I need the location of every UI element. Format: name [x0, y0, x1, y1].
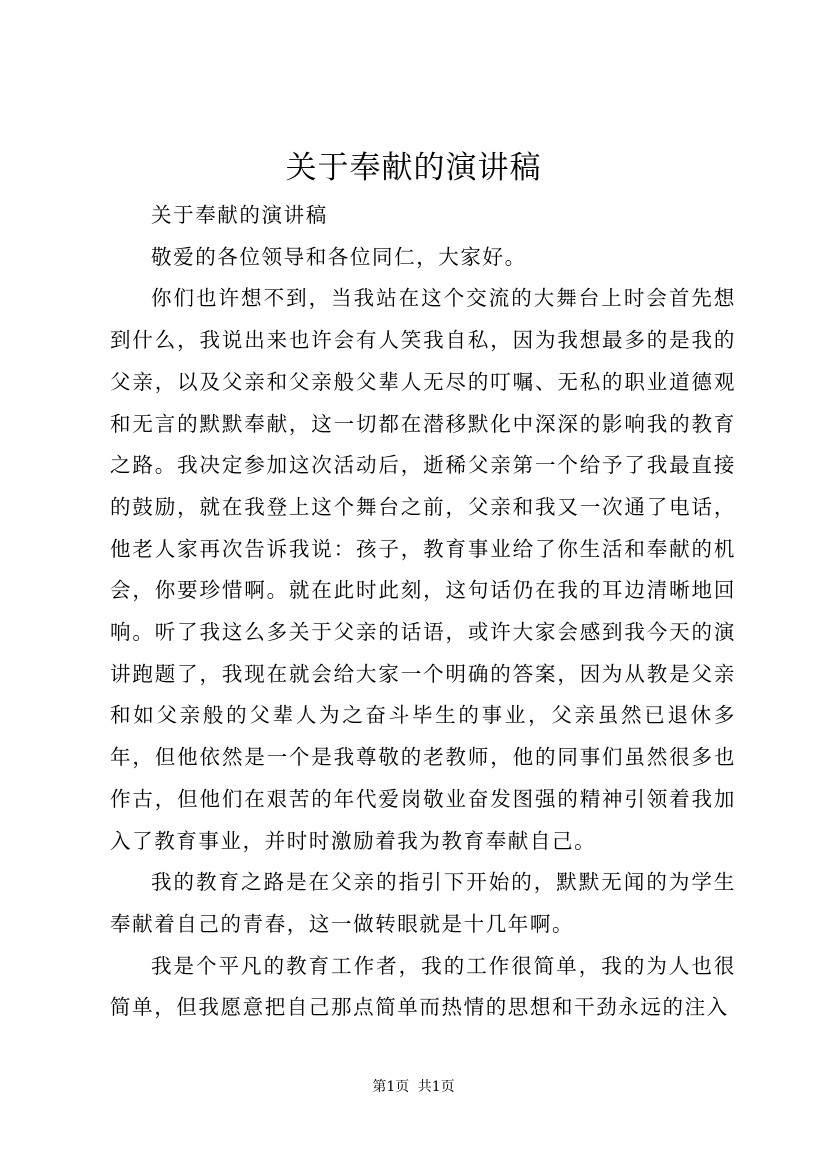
- page-number: 第1页: [372, 1079, 410, 1095]
- paragraph: 敬爱的各位领导和各位同仁，大家好。: [151, 244, 527, 269]
- page-total: 共1页: [417, 1079, 455, 1095]
- page-footer: [0, 1077, 827, 1097]
- document-title: 关于奉献的演讲稿: [285, 150, 542, 186]
- paragraph: 我是个平凡的教育工作者，我的工作很简单，我的为人也很简单，但我愿意把自己那点简单而热情的思想和干劲永远的注入: [110, 953, 736, 1020]
- paragraph: 关于奉献的演讲稿: [151, 203, 328, 227]
- paragraph: 你们也许想不到，当我站在这个交流的大舞台上时会首先想到什么，我说出来也许会有人笑我自私，因为我想最多的是我的父亲，以及父亲和父亲般父辈人无尽的叮嘱、无私的职业道德观和无言的默默奉献，这一切都在潜移默化中深深的影响我的教育之路。我决定参加这次活动后，逝稀父亲第一个给予了我最直接的鼓励，就在我登上这个舞台之前，父亲和我又一次通了电话，他老人家再次告诉我说：孩子，教育事业给了你生活和奉献的机会，你要珍惜啊。就在此时此刻，这句话仍在我的耳边清晰地回响。听了我这么多关于父亲的话语，或许大家会感到我今天的演讲跑题了，我现在就会给大家一个明确的答案，因为从教是父亲和如父亲般的父辈人为之奋斗毕生的事业，父亲虽然已退休多年，但他依然是一个是我尊敬的老教师，他的同事们虽然很多也作古，但他们在艰苦的年代爱岗敬业奋发图强的精神引领着我加入了教育事业，并时时激励着我为教育奉献自己。: [110, 286, 736, 853]
- document-body: [110, 195, 736, 1029]
- paragraph: 我的教育之路是在父亲的指引下开始的，默默无闻的为学生奉献着自己的青春，这一做转眼就是十几年啊。: [110, 870, 736, 936]
